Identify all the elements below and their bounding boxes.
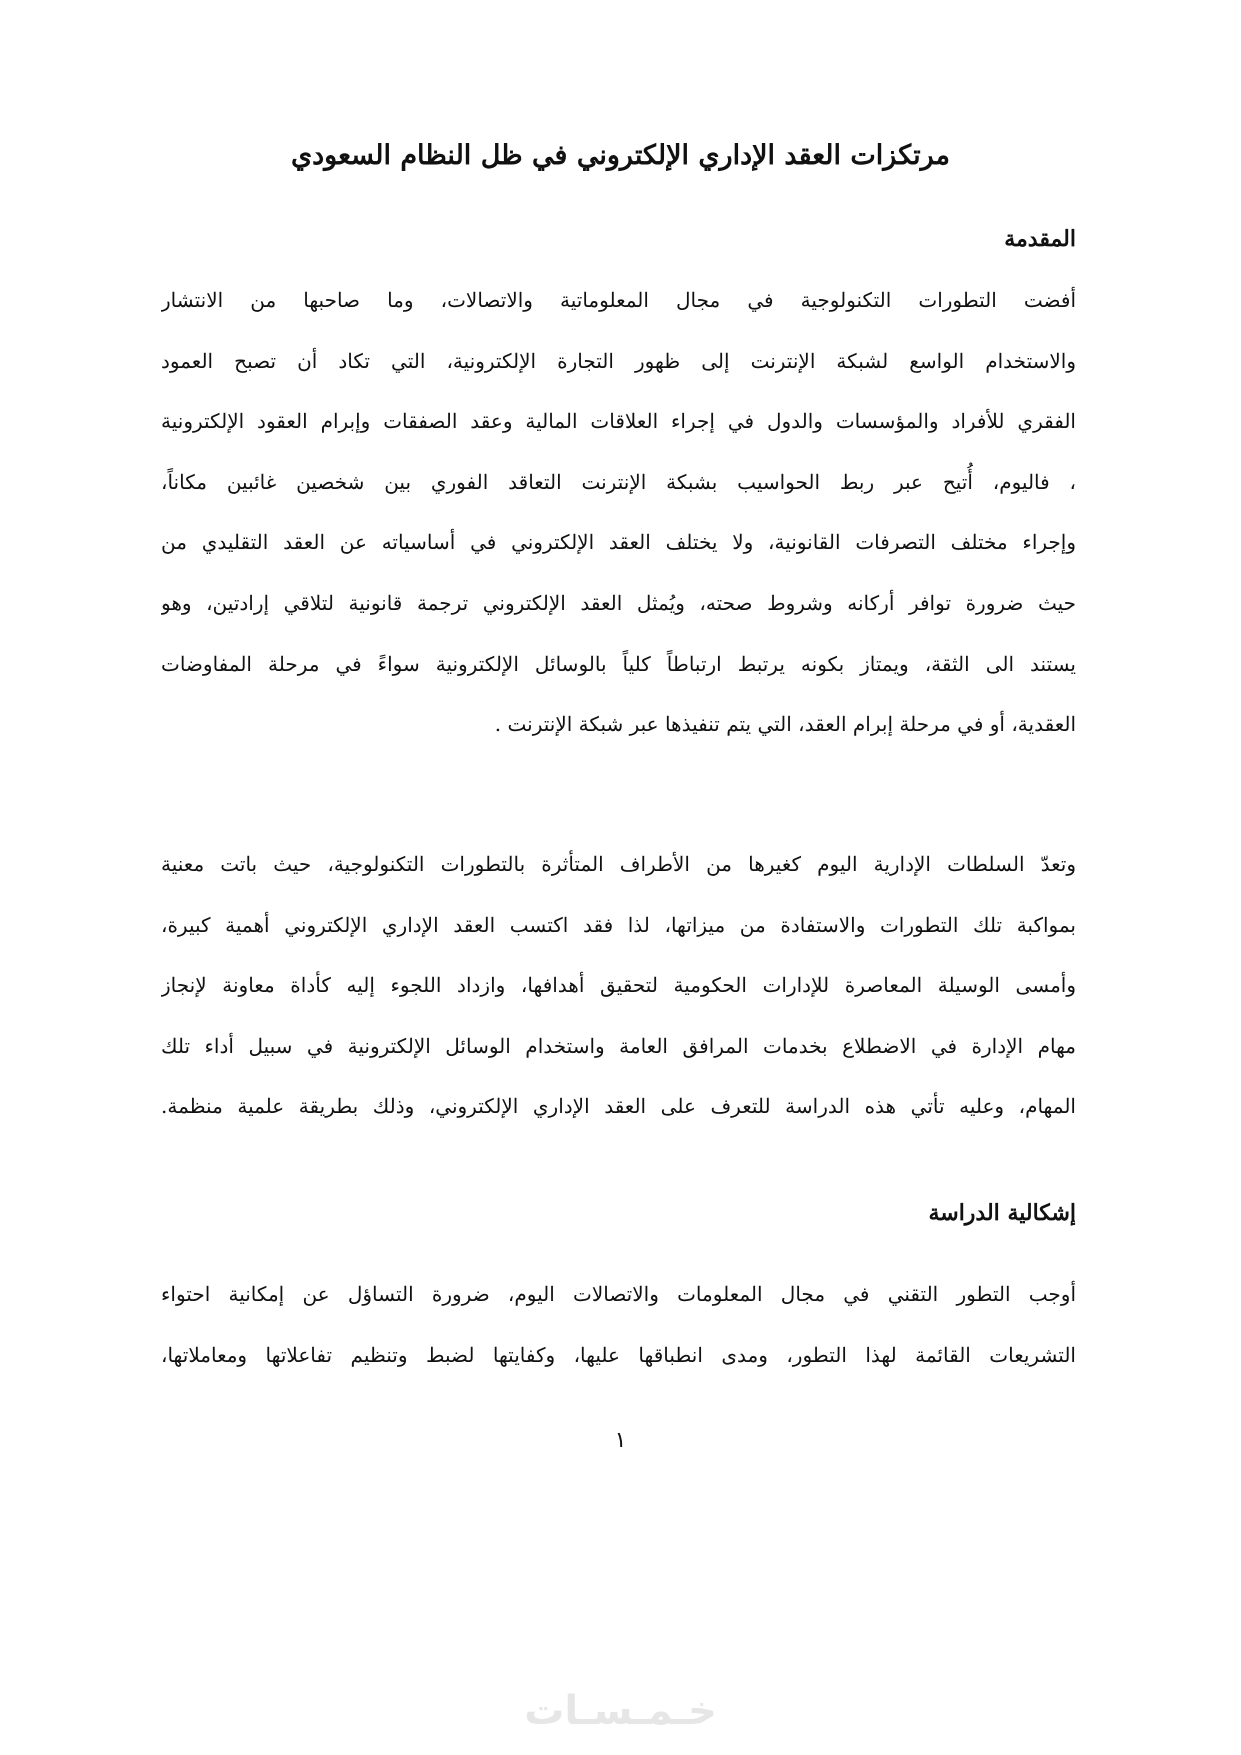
text-line: العقدية، أو في مرحلة إبرام العقد، التي يتم تنفيذها عبر شبكة الإنترنت .	[494, 712, 1076, 737]
text-line: أوجب التطور التقني في مجال المعلومات والاتصالات اليوم، ضرورة التساؤل عن إمكانية احتواء	[161, 1282, 1076, 1306]
text-line: والاستخدام الواسع لشبكة الإنترنت إلى ظهور التجارة الإلكترونية، التي تكاد أن تصبح العمود	[161, 348, 1076, 373]
text-line: حيث ضرورة توافر أركانه وشروط صحته، ويُمثل العقد الإلكتروني ترجمة قانونية لتلاقي إرادتين، وهو	[161, 590, 1076, 615]
text-line: التشريعات القائمة لهذا التطور، ومدى انطباقها عليها، وكفايتها لضبط وتنظيم تفاعلاتها ومعاملاتها،	[161, 1342, 1076, 1367]
paragraph-problem-1	[161, 1264, 1076, 1385]
paragraph-intro-2	[161, 834, 1076, 1137]
paragraph-intro-1	[161, 270, 1076, 755]
page-number: ١	[614, 1428, 627, 1453]
document-title: مرتكزات العقد الإداري الإلكتروني في ظل النظام السعودي	[291, 140, 950, 171]
text-line: وإجراء مختلف التصرفات القانونية، ولا يختلف العقد الإلكتروني في أساسياته عن العقد التقليدي من	[161, 530, 1076, 555]
text-line: أفضت التطورات التكنولوجية في مجال المعلوماتية والاتصالات، وما صاحبها من الانتشار	[161, 288, 1076, 312]
section-heading-problem: إشكالية الدراسة	[928, 1200, 1076, 1226]
text-line: يستند الى الثقة، ويمتاز بكونه يرتبط ارتباطاً كلياً بالوسائل الإلكترونية سواءً في مرحلة المفاوضات	[161, 651, 1076, 676]
text-line: المهام، وعليه تأتي هذه الدراسة للتعرف على العقد الإداري الإلكتروني، وذلك بطريقة علمية منظمة.	[161, 1094, 1076, 1119]
text-line: مهام الإدارة في الاضطلاع بخدمات المرافق العامة واستخدام الوسائل الإلكترونية في سبيل أداء تلك	[161, 1033, 1076, 1058]
text-line: وأمسى الوسيلة المعاصرة للإدارات الحكومية لتحقيق أهدافها، وازداد اللجوء إليه كأداة معاونة لإنجاز	[161, 973, 1076, 998]
section-heading-introduction: المقدمة	[1004, 226, 1076, 252]
text-line: بمواكبة تلك التطورات والاستفادة من ميزاتها، لذا فقد اكتسب العقد الإداري الإلكتروني أهمية كبيرة،	[161, 912, 1076, 937]
text-line: ، فاليوم، أُتيح عبر ربط الحواسيب بشبكة الإنترنت التعاقد الفوري بين شخصين غائبين مكاناً،	[161, 469, 1076, 494]
text-line: الفقري للأفراد والمؤسسات والدول في إجراء العلاقات المالية وعقد الصفقات وإبرام العقود الإلكترونية	[161, 409, 1076, 434]
watermark-logo: خـمـسـات	[524, 1688, 717, 1734]
text-line: وتعدّ السلطات الإدارية اليوم كغيرها من الأطراف المتأثرة بالتطورات التكنولوجية، حيث باتت معنية	[161, 852, 1076, 876]
